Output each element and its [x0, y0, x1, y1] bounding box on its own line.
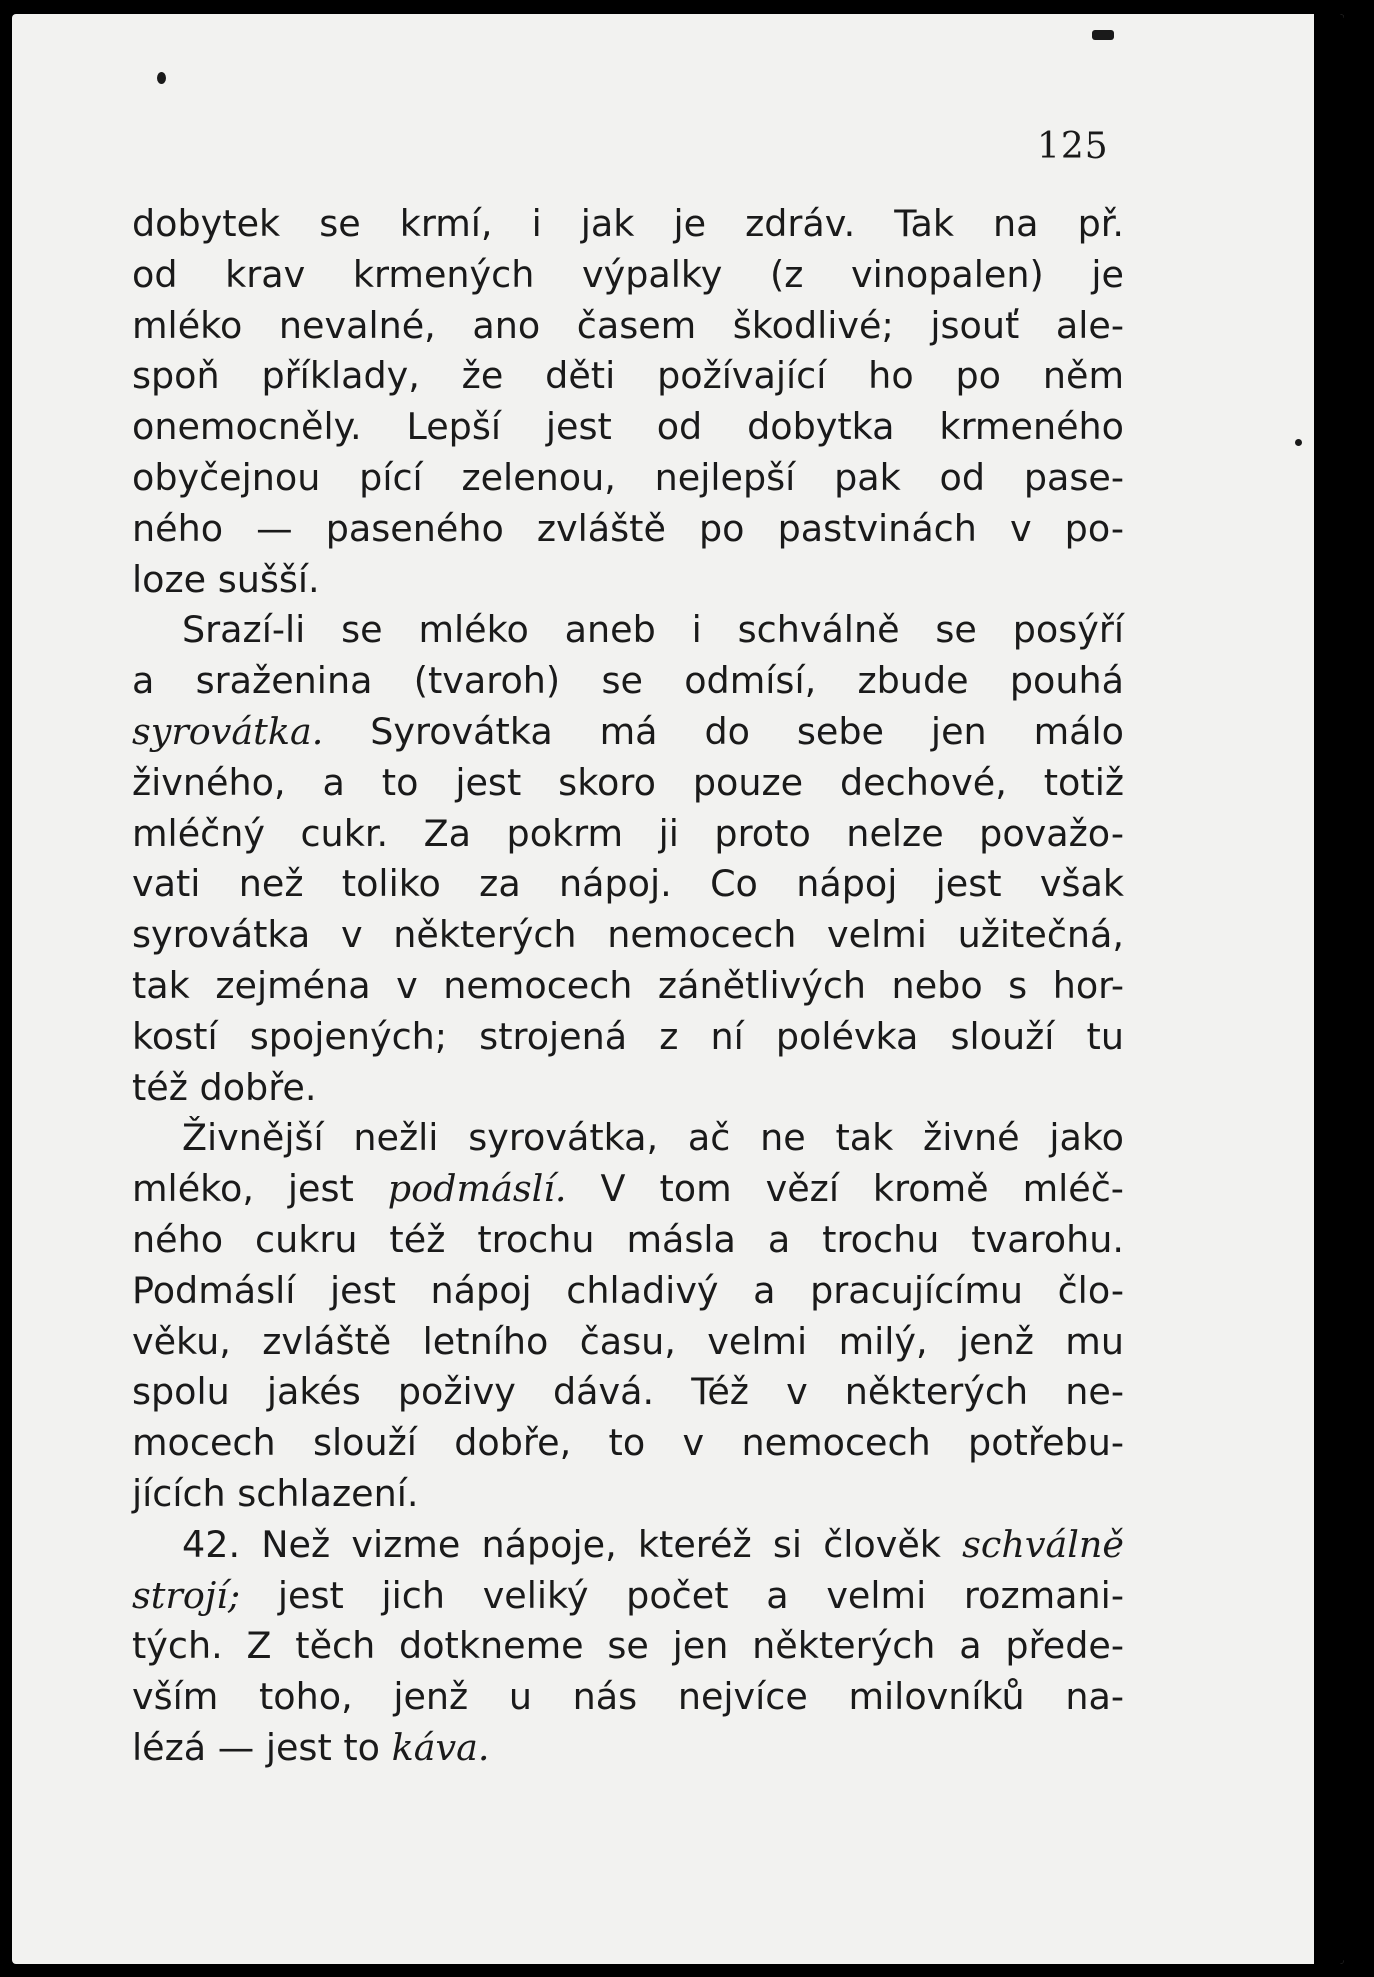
text-run: vším toho, jenž u nás nejvíce milovníků na-	[132, 1675, 1124, 1719]
text-line	[132, 1418, 1124, 1469]
text-run: onemocněly. Lepší jest od dobytka krmeného	[132, 405, 1124, 449]
text-line	[132, 555, 1124, 606]
text-run: ného cukru též trochu másla a trochu tvarohu.	[132, 1217, 1124, 1261]
ink-speck	[157, 72, 166, 84]
text-line	[132, 1317, 1124, 1368]
text-line	[132, 809, 1124, 860]
page-number: 125	[1037, 126, 1109, 167]
text-line	[132, 250, 1124, 301]
text-run: dobytek se krmí, i jak je zdráv. Tak na př.	[132, 202, 1124, 245]
book-page	[12, 14, 1344, 1964]
text-run: lézá — jest to	[132, 1725, 392, 1769]
text-run: tých. Z těch dotkneme se jen některých a přede-	[132, 1624, 1124, 1668]
text-line	[132, 961, 1124, 1012]
text-run: ného — paseného zvláště po pastvinách v po-	[132, 506, 1124, 550]
text-run: obyčejnou pící zelenou, nejlepší pak od pase-	[132, 455, 1124, 499]
text-line	[132, 1113, 1124, 1164]
text-run: mocech slouží dobře, to v nemocech potřebu-	[132, 1421, 1124, 1465]
text-run: živného, a to jest skoro pouze dechové, totiž	[132, 760, 1124, 804]
text-line	[132, 1063, 1124, 1114]
paragraph	[132, 605, 1124, 1113]
text-run: mléko nevalné, ano časem škodlivé; jsouť ale-	[132, 303, 1124, 347]
text-run: spoň příklady, že děti požívající ho po něm	[132, 354, 1124, 398]
text-line	[132, 1266, 1124, 1317]
text-run: Srazí-li se mléko aneb i schválně se posýří	[182, 608, 1124, 652]
text-run: 42. Než vizme nápoje, kteréž si člověk	[182, 1522, 963, 1566]
italic-term: syrovátka.	[132, 709, 324, 753]
text-line	[132, 1215, 1124, 1266]
text-run: kostí spojených; strojená z ní polévka slouží tu	[132, 1014, 1124, 1058]
text-line	[132, 453, 1124, 504]
text-run: V tom vězí kromě mléč-	[566, 1167, 1124, 1211]
text-run: mléčný cukr. Za pokrm ji proto nelze považo-	[132, 811, 1124, 855]
text-line	[132, 301, 1124, 352]
text-run: Syrovátka má do sebe jen málo	[323, 709, 1124, 753]
text-line	[132, 199, 1124, 250]
text-line	[132, 758, 1124, 809]
text-run: též dobře.	[132, 1065, 317, 1109]
text-run: vati než toliko za nápoj. Co nápoj jest však	[132, 862, 1124, 906]
text-line	[132, 1164, 1124, 1215]
italic-term: strojí;	[132, 1573, 241, 1617]
paragraph	[132, 1520, 1124, 1774]
text-line	[132, 859, 1124, 910]
italic-term: káva.	[391, 1725, 490, 1769]
text-line	[132, 605, 1124, 656]
text-run: jest jich veliký počet a velmi rozmani-	[240, 1573, 1124, 1617]
text-line	[132, 402, 1124, 453]
text-line	[132, 1672, 1124, 1723]
body-text	[132, 199, 1124, 1774]
ink-speck	[1092, 30, 1114, 40]
text-run: mléko, jest	[132, 1167, 388, 1211]
paragraph	[132, 1113, 1124, 1519]
paragraph	[132, 199, 1124, 605]
text-run: loze sušší.	[132, 557, 320, 601]
text-line	[132, 1012, 1124, 1063]
text-run: Podmáslí jest nápoj chladivý a pracujícímu člo-	[132, 1268, 1124, 1312]
text-run: jících schlazení.	[132, 1471, 419, 1515]
italic-term: schválně	[962, 1522, 1124, 1566]
text-run: od krav krmených výpalky (z vinopalen) je	[132, 252, 1124, 296]
ink-speck	[1295, 439, 1302, 446]
text-line	[132, 1520, 1124, 1571]
text-line	[132, 1621, 1124, 1672]
text-run: a sraženina (tvaroh) se odmísí, zbude pouhá	[132, 659, 1124, 703]
scan-edge	[1314, 14, 1344, 1964]
text-run: syrovátka v některých nemocech velmi užitečná,	[132, 913, 1124, 957]
italic-term: podmáslí.	[387, 1167, 567, 1211]
text-line	[132, 910, 1124, 961]
text-run: Živnější nežli syrovátka, ač ne tak živné jako	[182, 1116, 1124, 1160]
text-run: věku, zvláště letního času, velmi milý, jenž mu	[132, 1319, 1124, 1363]
text-run: spolu jakés poživy dává. Též v některých ne-	[132, 1370, 1124, 1414]
text-line	[132, 351, 1124, 402]
text-run: tak zejména v nemocech zánětlivých nebo s hor-	[132, 963, 1124, 1007]
text-line	[132, 1571, 1124, 1622]
text-line	[132, 1367, 1124, 1418]
text-line	[132, 1469, 1124, 1520]
text-line	[132, 656, 1124, 707]
text-line	[132, 707, 1124, 758]
text-line	[132, 504, 1124, 555]
text-line	[132, 1723, 1124, 1774]
